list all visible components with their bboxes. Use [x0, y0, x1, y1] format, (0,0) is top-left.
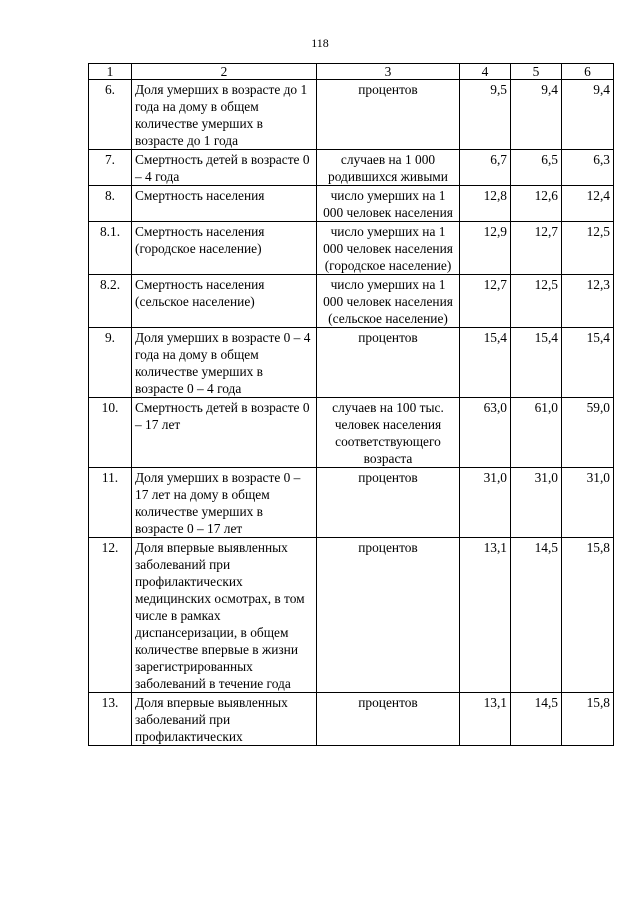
value-col-4: 12,8	[460, 186, 511, 222]
table-row	[89, 398, 614, 468]
table-row	[89, 275, 614, 328]
indicator-name: Доля впервые выявленных заболеваний при профилактических	[132, 693, 317, 746]
value-col-4: 12,7	[460, 275, 511, 328]
row-number: 12.	[89, 538, 132, 693]
indicator-name: Доля впервые выявленных заболеваний при профилактических медицинских осмотрах, в том числе в рамках диспансеризации, в общем количестве впервые в жизни зарегистрированных заболеваний в течение года	[132, 538, 317, 693]
value-col-5: 14,5	[511, 693, 562, 746]
value-col-5: 9,4	[511, 80, 562, 150]
value-col-6: 12,4	[562, 186, 614, 222]
header-col-4: 4	[460, 64, 511, 80]
value-col-6: 12,3	[562, 275, 614, 328]
header-col-5: 5	[511, 64, 562, 80]
unit: процентов	[317, 693, 460, 746]
header-col-6: 6	[562, 64, 614, 80]
value-col-6: 59,0	[562, 398, 614, 468]
value-col-5: 6,5	[511, 150, 562, 186]
table-row	[89, 468, 614, 538]
value-col-6: 31,0	[562, 468, 614, 538]
table-row	[89, 80, 614, 150]
value-col-5: 12,6	[511, 186, 562, 222]
table-row	[89, 693, 614, 746]
unit: случаев на 1 000 родившихся живыми	[317, 150, 460, 186]
row-number: 9.	[89, 328, 132, 398]
row-number: 8.2.	[89, 275, 132, 328]
unit: процентов	[317, 80, 460, 150]
unit: процентов	[317, 538, 460, 693]
indicator-name: Смертность детей в возрасте 0 – 17 лет	[132, 398, 317, 468]
value-col-5: 12,7	[511, 222, 562, 275]
unit: случаев на 100 тыс. человек населения соответствующего возраста	[317, 398, 460, 468]
page-number: 118	[311, 36, 329, 50]
value-col-4: 13,1	[460, 693, 511, 746]
indicator-name: Смертность детей в возрасте 0 – 4 года	[132, 150, 317, 186]
indicator-name: Доля умерших в возрасте 0 – 4 года на дому в общем количестве умерших в возрасте 0 – 4 года	[132, 328, 317, 398]
value-col-4: 6,7	[460, 150, 511, 186]
value-col-6: 6,3	[562, 150, 614, 186]
value-col-6: 15,8	[562, 693, 614, 746]
table-row	[89, 186, 614, 222]
value-col-5: 61,0	[511, 398, 562, 468]
row-number: 8.1.	[89, 222, 132, 275]
unit: процентов	[317, 468, 460, 538]
unit: процентов	[317, 328, 460, 398]
value-col-5: 14,5	[511, 538, 562, 693]
value-col-6: 12,5	[562, 222, 614, 275]
value-col-4: 13,1	[460, 538, 511, 693]
row-number: 10.	[89, 398, 132, 468]
value-col-6: 15,8	[562, 538, 614, 693]
value-col-6: 9,4	[562, 80, 614, 150]
table-row	[89, 150, 614, 186]
row-number: 6.	[89, 80, 132, 150]
header-col-1: 1	[89, 64, 132, 80]
value-col-4: 63,0	[460, 398, 511, 468]
table-header-row	[89, 64, 614, 80]
value-col-6: 15,4	[562, 328, 614, 398]
header-col-2: 2	[132, 64, 317, 80]
indicator-name: Смертность населения (сельское население)	[132, 275, 317, 328]
value-col-5: 15,4	[511, 328, 562, 398]
unit: число умерших на 1 000 человек населения	[317, 186, 460, 222]
row-number: 11.	[89, 468, 132, 538]
indicator-name: Смертность населения (городское население)	[132, 222, 317, 275]
value-col-5: 31,0	[511, 468, 562, 538]
value-col-5: 12,5	[511, 275, 562, 328]
value-col-4: 15,4	[460, 328, 511, 398]
table-row	[89, 222, 614, 275]
indicator-name: Доля умерших в возрасте 0 – 17 лет на дому в общем количестве умерших в возрасте 0 – 17 лет	[132, 468, 317, 538]
table-row	[89, 328, 614, 398]
row-number: 8.	[89, 186, 132, 222]
indicators-table	[88, 63, 614, 746]
unit: число умерших на 1 000 человек населения (сельское население)	[317, 275, 460, 328]
indicator-name: Смертность населения	[132, 186, 317, 222]
header-col-3: 3	[317, 64, 460, 80]
row-number: 7.	[89, 150, 132, 186]
value-col-4: 31,0	[460, 468, 511, 538]
value-col-4: 12,9	[460, 222, 511, 275]
indicator-name: Доля умерших в возрасте до 1 года на дому в общем количестве умерших в возрасте до 1 года	[132, 80, 317, 150]
table-row	[89, 538, 614, 693]
value-col-4: 9,5	[460, 80, 511, 150]
row-number: 13.	[89, 693, 132, 746]
unit: число умерших на 1 000 человек населения (городское население)	[317, 222, 460, 275]
